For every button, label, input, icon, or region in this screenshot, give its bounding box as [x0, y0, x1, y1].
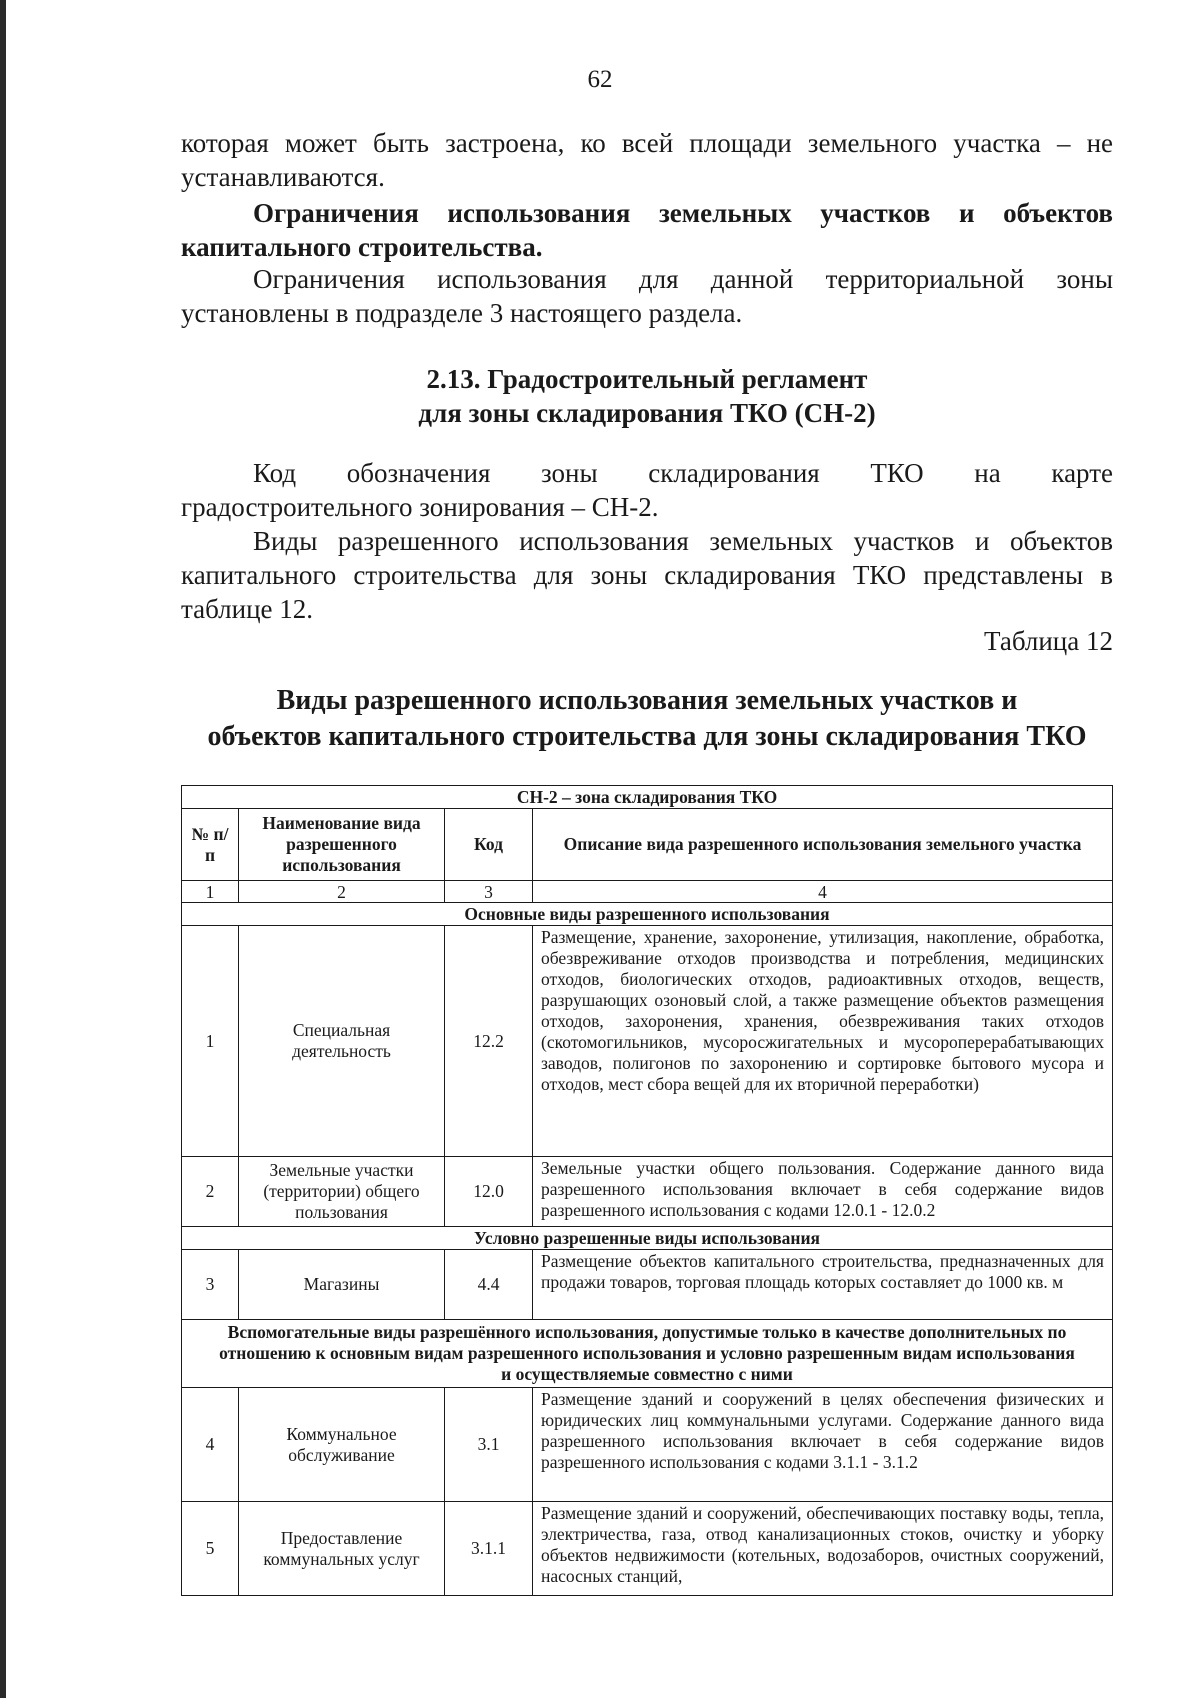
restrictions-paragraph: [181, 262, 1113, 330]
paragraph-line: установлены в подразделе 3 настоящего раздела.: [181, 298, 743, 328]
section-row-main: [182, 903, 1113, 926]
table-row: [182, 1157, 1113, 1227]
table-title-line: объектов капитального строительства для зоны складирования ТКО: [207, 721, 1087, 752]
paragraph-line: которая может быть застроена, ко всей площади земельного участка – не: [181, 128, 1113, 158]
table-label: [181, 624, 1113, 658]
row-code: 4.4: [445, 1250, 533, 1320]
row-description: Размещение зданий и сооружений в целях обеспечения физических и юридических лиц коммунальными услугами. Содержание данного вида разрешенного использования включает в себя содержание видов разрешенного использования с кодами 3.1.1 - 3.1.2: [533, 1388, 1113, 1502]
section-row-conditional: [182, 1227, 1113, 1250]
section-row-auxiliary: [182, 1320, 1113, 1388]
row-name: Предоставление коммунальных услуг: [239, 1502, 445, 1596]
row-code: 12.0: [445, 1157, 533, 1227]
column-number: 4: [533, 881, 1113, 903]
section-title: Вспомогательные виды разрешённого использования, допустимые только в качестве дополнительных по отношению к основным видам разрешенного использования и условно разрешенным видам использования и осуществляемые совместно с ними: [182, 1320, 1113, 1388]
zone-header-row: [182, 786, 1113, 809]
heading-line: капитального строительства.: [181, 232, 543, 262]
row-description: Размещение, хранение, захоронение, утилизация, накопление, обработка, обезвреживание отходов производства и потребления, медицинских отходов, биологических отходов, радиоактивных отходов, веществ, разрушающих озоновый слой, а также размещение объектов размещения отходов, захоронения, хранения, обезвреживания таких отходов (скотомогильников, мусоросжигательных и мусороперерабатывающих заводов, полигонов по захоронению и сортировке бытового мусора и отходов, мест сбора вещей для их вторичной переработки): [533, 926, 1113, 1157]
row-num: 5: [182, 1502, 239, 1596]
heading-line: Ограничения использования земельных участков и объектов: [253, 198, 1113, 228]
column-number: 2: [239, 881, 445, 903]
table-header-row: [182, 809, 1113, 881]
row-name: Земельные участки (территории) общего пользования: [239, 1157, 445, 1227]
row-num: 4: [182, 1388, 239, 1502]
paragraph-continuation: [181, 126, 1113, 194]
row-num: 1: [182, 926, 239, 1157]
header-name: Наименование вида разрешенного использования: [239, 809, 445, 881]
section-heading-line: 2.13. Градостроительный регламент: [426, 364, 868, 394]
row-description: Земельные участки общего пользования. Содержание данного вида разрешенного использования включает в себя содержание видов разрешенного использования с кодами 12.0.1 - 12.0.2: [533, 1157, 1113, 1227]
paragraph-line: капитального строительства для зоны складирования ТКО представлены в: [181, 560, 1113, 590]
zone-code-paragraph: [181, 456, 1113, 524]
column-number: 3: [445, 881, 533, 903]
restrictions-heading: [181, 196, 1113, 264]
section-title: Условно разрешенные виды использования: [182, 1227, 1113, 1250]
row-name: Специальная деятельность: [239, 926, 445, 1157]
paragraph-line: градостроительного зонирования – СН-2.: [181, 492, 659, 522]
header-code: Код: [445, 809, 533, 881]
permitted-uses-table: [181, 785, 1113, 1596]
table-row: [182, 1502, 1113, 1596]
table-title-line: Виды разрешенного использования земельных участков и: [276, 685, 1018, 716]
header-num: № п/п: [182, 809, 239, 881]
table-label-text: Таблица 12: [984, 626, 1113, 656]
row-name: Магазины: [239, 1250, 445, 1320]
paragraph-line: устанавливаются.: [181, 162, 385, 192]
row-code: 12.2: [445, 926, 533, 1157]
page-number: 62: [587, 66, 613, 93]
scan-edge: [0, 0, 6, 1698]
section-heading: [181, 362, 1113, 430]
paragraph-line: Ограничения использования для данной территориальной зоны: [253, 264, 1113, 294]
table-row: [182, 1250, 1113, 1320]
table-title: [181, 683, 1113, 755]
column-number-row: [182, 881, 1113, 903]
paragraph-line: Код обозначения зоны складирования ТКО на карте: [253, 458, 1113, 488]
permitted-uses-paragraph: [181, 524, 1113, 626]
row-name: Коммунальное обслуживание: [239, 1388, 445, 1502]
row-description: Размещение объектов капитального строительства, предназначенных для продажи товаров, торговая площадь которых составляет до 1000 кв. м: [533, 1250, 1113, 1320]
paragraph-line: Виды разрешенного использования земельных участков и объектов: [253, 526, 1113, 556]
header-description: Описание вида разрешенного использования земельного участка: [533, 809, 1113, 881]
row-code: 3.1.1: [445, 1502, 533, 1596]
row-description: Размещение зданий и сооружений, обеспечивающих поставку воды, тепла, электричества, газа, отвод канализационных стоков, очистку и уборку объектов недвижимости (котельных, водозаборов, очистных сооружений, насосных станций,: [533, 1502, 1113, 1596]
row-code: 3.1: [445, 1388, 533, 1502]
section-heading-line: для зоны складирования ТКО (СН-2): [418, 398, 876, 428]
row-num: 3: [182, 1250, 239, 1320]
paragraph-line: таблице 12.: [181, 594, 314, 624]
zone-header-cell: СН-2 – зона складирования ТКО: [182, 786, 1113, 809]
section-title: Основные виды разрешенного использования: [182, 903, 1113, 926]
row-num: 2: [182, 1157, 239, 1227]
table-row: [182, 926, 1113, 1157]
table-row: [182, 1388, 1113, 1502]
column-number: 1: [182, 881, 239, 903]
